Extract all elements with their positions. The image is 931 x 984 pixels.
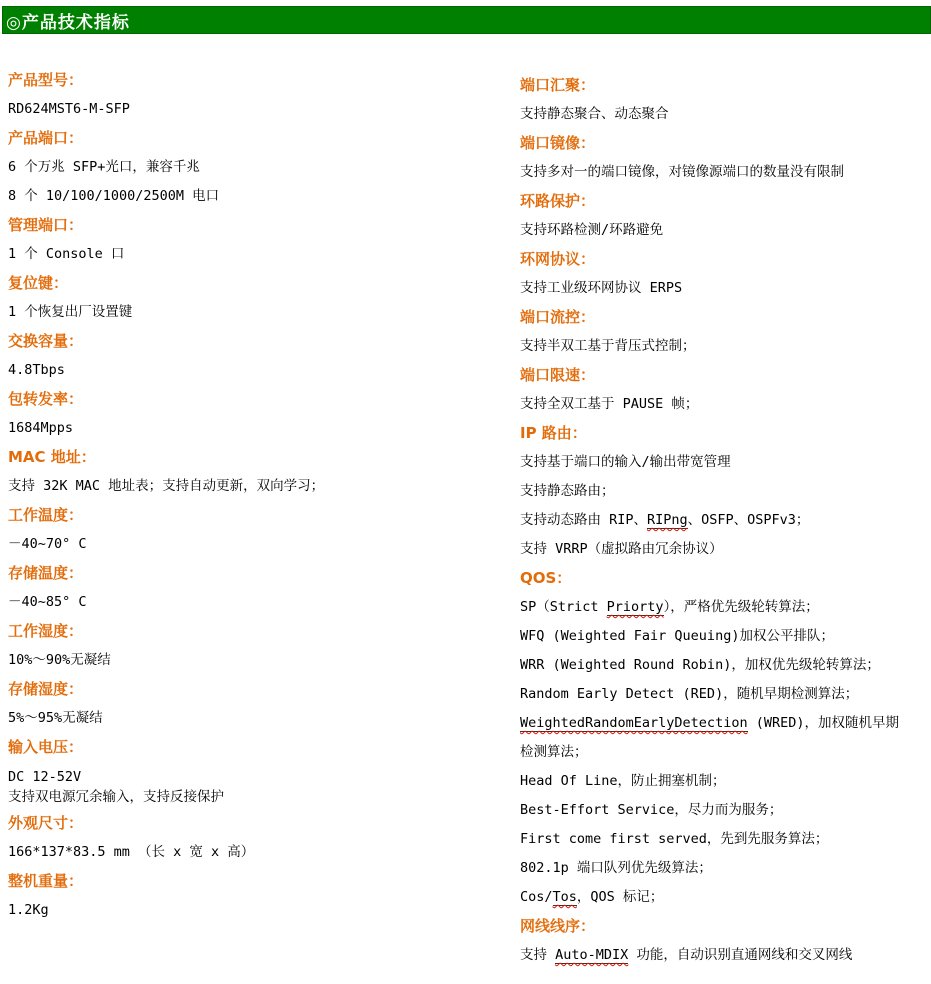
spec-value: First come first served，先到先服务算法； [520,831,829,847]
spec-heading: 端口汇聚： [520,76,596,94]
spec-value: 166*137*83.5 mm （长 x 宽 x 高） [8,844,255,860]
text-segment: SP（Strict [520,599,607,615]
spec-column-left [0,71,512,975]
underlined-term: Priorty [606,599,664,615]
spec-heading: 环网协议： [520,250,596,268]
spec-value: 支持基于端口的输入/输出带宽管理 [520,454,731,470]
text-segment: (WRED)，加权随机早期 [747,715,899,731]
spec-value: 支持全双工基于 PAUSE 帧； [520,396,699,412]
text-segment: ），严格优先级轮转算法； [663,599,819,615]
section-title-bar [2,6,931,34]
spec-value: 1 个 Console 口 [8,246,125,262]
spec-heading: 端口限速： [520,366,596,384]
spec-value [520,511,931,529]
spec-value: 检测算法； [520,744,588,760]
spec-heading: 复位键： [8,274,69,292]
spec-value: 6 个万兆 SFP+光口，兼容千兆 [8,159,200,175]
spec-heading: 存储湿度： [8,680,84,698]
spec-heading: 整机重量： [8,872,84,890]
spec-value: 支持半双工基于背压式控制； [520,338,696,354]
underlined-term: Tos [552,889,577,905]
spec-value: Best-Effort Service，尽力而为服务； [520,802,783,818]
spec-heading: 端口流控： [520,308,596,326]
spec-heading: 存储温度： [8,564,84,582]
spec-value: 支持工业级环网协议 ERPS [520,280,683,296]
spec-value: 5%～95%无凝结 [8,710,103,726]
spec-value: 1684Mpps [8,420,74,436]
spec-heading: 网线线序： [520,917,596,935]
spec-value: Random Early Detect (RED)，随机早期检测算法； [520,686,859,702]
spec-value [520,598,931,616]
spec-value: 支持 32K MAC 地址表；支持自动更新，双向学习； [8,478,325,494]
underlined-term: Auto-MDIX [555,947,629,963]
underlined-term: WeightedRandomEarlyDetection [520,715,748,731]
underlined-term: RIPng [647,512,688,528]
spec-value: 802.1p 端口队列优先级算法； [520,860,712,876]
spec-heading: 产品型号： [8,71,84,89]
section-title: ◎产品技术指标 [6,12,130,33]
text-segment: 、OSFP、OSPFv3； [687,512,810,528]
spec-value: 支持环路检测/环路避免 [520,222,664,238]
spec-heading: 管理端口： [8,216,84,234]
spec-heading: 端口镜像： [520,134,596,152]
spec-value [520,714,931,732]
text-segment: 支持动态路由 RIP、 [520,512,648,528]
text-segment: 功能，自动识别直通网线和交叉网线 [628,947,853,963]
spec-heading: IP 路由： [520,424,587,442]
spec-heading: 输入电压： [8,738,84,756]
spec-columns [0,71,931,975]
text-line: DC 12-52V [8,769,82,785]
spec-value [520,946,931,964]
spec-value: －40~85° C [8,594,87,610]
spec-value: 支持多对一的端口镜像，对镜像源端口的数量没有限制 [520,164,844,180]
spec-value: WRR (Weighted Round Robin)，加权优先级轮转算法； [520,657,880,673]
spec-heading: 环路保护： [520,192,596,210]
spec-value: RD624MST6-M-SFP [8,101,130,117]
spec-value: 1 个恢复出厂设置键 [8,304,133,320]
spec-value: 10%～90%无凝结 [8,652,111,668]
text-segment: ，QOS 标记； [576,889,664,905]
spec-heading: 包转发率： [8,390,84,408]
spec-value: 支持静态聚合、动态聚合 [520,106,669,122]
spec-value: 支持 VRRP（虚拟路由冗余协议） [520,541,723,557]
spec-heading: 产品端口： [8,129,84,147]
spec-value: 4.8Tbps [8,362,65,378]
spec-value: 8 个 10/100/1000/2500M 电口 [8,188,220,204]
text-segment: 支持 [520,947,556,963]
spec-value [520,888,931,906]
spec-heading: QOS： [520,569,572,587]
spec-heading: 工作湿度： [8,622,84,640]
text-segment: Cos/ [520,889,553,905]
text-line: 支持双电源冗余输入，支持反接保护 [8,789,224,805]
spec-value: 支持静态路由； [520,483,615,499]
spec-value: －40~70° C [8,536,87,552]
spec-column-right [512,71,931,975]
spec-value: WFQ (Weighted Fair Queuing)加权公平排队； [520,628,834,644]
spec-heading: 交换容量： [8,332,84,350]
spec-value: 1.2Kg [8,902,49,918]
spec-heading: 外观尺寸： [8,814,84,832]
spec-heading: MAC 地址： [8,448,96,466]
spec-value [8,767,512,807]
spec-heading: 工作温度： [8,506,84,524]
spec-value: Head Of Line，防止拥塞机制； [520,773,726,789]
